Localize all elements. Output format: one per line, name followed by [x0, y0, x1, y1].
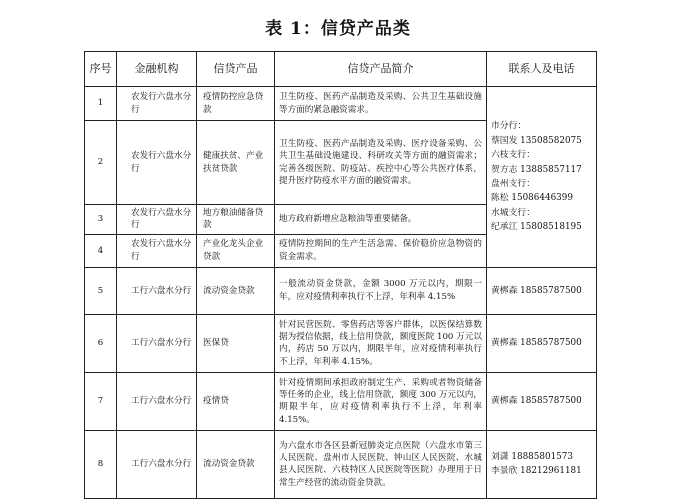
row-contact — [487, 430, 597, 498]
row-description: 针对疫情期间承担政府制定生产、采购或者物资储备等任务的企业，线上信用贷款，额度 300 万元以内，期限半年，应对疫情利率执行不上浮，年利率 4.15%。 — [275, 372, 487, 430]
row-institution: 工行六盘水分行 — [117, 314, 197, 372]
table-row — [85, 314, 597, 372]
contact-line: 蔡国发 13508582075 — [491, 135, 582, 146]
table-row — [85, 430, 597, 498]
row-institution: 农发行六盘水分行 — [117, 234, 197, 267]
row-contact: 黄梆森 18585787500 — [487, 267, 597, 314]
row-description: 卫生防疫、医药产品制造及采购、医疗设备采购、公共卫生基础设施建设、科研攻关等方面的融资需求；完善各级医院、防疫站、疾控中心等公共医疗体系，提升医疗防疫水平方面的融资需求。 — [275, 121, 487, 205]
row-product: 地方粮油储备贷款 — [197, 205, 275, 235]
row-index: 8 — [85, 430, 117, 498]
header-index: 序号 — [85, 52, 117, 87]
row-institution: 工行六盘水分行 — [117, 267, 197, 314]
contact-line: 纪承江 15808518195 — [491, 222, 582, 233]
row-index: 6 — [85, 314, 117, 372]
row-institution: 工行六盘水分行 — [117, 430, 197, 498]
row-index: 7 — [85, 372, 117, 430]
row-index: 1 — [85, 87, 117, 121]
row-contact: 黄梆森 18585787500 — [487, 314, 597, 372]
contact-line: 刘潇 18885801573 — [491, 451, 573, 462]
row-institution: 农发行六盘水分行 — [117, 87, 197, 121]
table-title: 表 1：信贷产品类 — [265, 19, 411, 39]
row-institution: 农发行六盘水分行 — [117, 205, 197, 235]
row-index: 2 — [85, 121, 117, 205]
credit-products-table — [84, 51, 597, 499]
header-product: 信贷产品 — [197, 52, 275, 87]
row-product: 疫情贷 — [197, 372, 275, 430]
row-product: 流动资金贷款 — [197, 267, 275, 314]
contact-line: 陈松 15086446399 — [491, 193, 573, 204]
contact-line: 贺方志 13885857117 — [491, 164, 582, 175]
table-row — [85, 267, 597, 314]
contact-line: 水城支行： — [491, 207, 535, 218]
row-index: 3 — [85, 205, 117, 235]
row-index: 5 — [85, 267, 117, 314]
row-product: 产业化龙头企业贷款 — [197, 234, 275, 267]
row-institution: 工行六盘水分行 — [117, 372, 197, 430]
row-description: 针对民营医院、零售药店等客户群体，以医保结算数据为授信依据，线上信用贷款，额度医院 100 万元以内，药店 50 万以内，期限半年，应对疫情利率执行不上浮，年利率 4.15%。 — [275, 314, 487, 372]
contact-line: 六枝支行： — [491, 150, 535, 161]
table-row — [85, 87, 597, 121]
row-description: 地方政府新增应急粮油等重要储备。 — [275, 205, 487, 235]
row-description: 疫情防控期间的生产生活急需、保价稳价应急物资的资金需求。 — [275, 234, 487, 267]
nongfa-contact-cell — [487, 87, 597, 268]
row-product: 流动资金贷款 — [197, 430, 275, 498]
row-product: 疫情防控应急贷款 — [197, 87, 275, 121]
header-description: 信贷产品简介 — [275, 52, 487, 87]
header-contact: 联系人及电话 — [487, 52, 597, 87]
row-contact: 黄梆森 18585787500 — [487, 372, 597, 430]
contact-line: 李景欣 18212961181 — [491, 466, 582, 477]
header-institution: 金融机构 — [117, 52, 197, 87]
row-description: 一般流动资金贷款，金额 3000 万元以内，期限一年，应对疫情利率执行不上浮，年利率 4.15% — [275, 267, 487, 314]
row-product: 医保贷 — [197, 314, 275, 372]
row-product: 健康扶贫、产业扶贫贷款 — [197, 121, 275, 205]
row-description: 为六盘水市各区县新冠肺炎定点医院（六盘水市第三人民医院、盘州市人民医院、钟山区人民医院、水城县人民医院、六枝特区人民医院等医院）办理用于日常生产经营的流动资金贷款。 — [275, 430, 487, 498]
contact-line: 市分行： — [491, 121, 527, 132]
table-header-row — [85, 52, 597, 87]
contact-line: 盘州支行： — [491, 178, 535, 189]
row-description: 卫生防疫、医药产品制造及采购、公共卫生基础设施等方面的紧急融资需求。 — [275, 87, 487, 121]
row-index: 4 — [85, 234, 117, 267]
row-institution: 农发行六盘水分行 — [117, 121, 197, 205]
table-row — [85, 372, 597, 430]
